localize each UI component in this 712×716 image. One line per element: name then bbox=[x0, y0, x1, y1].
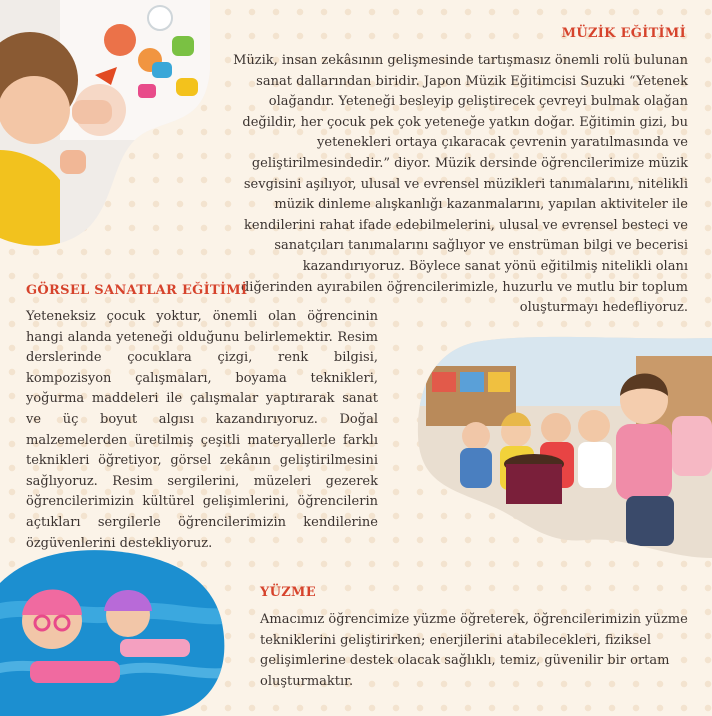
visual-arts-text: Yeteneksiz çocuk yoktur, önemli olan öğrencinin hangi alanda yeteneği olduğunu belirlemektir. Resim derslerinde çocuklara çizgi, renk bilgisi, kompozisyon çalışmaları, boyama teknikleri, yoğurma maddeleri ile çalışmalar yaptırarak sanat ve üç boyut algısı kazandırıyoruz. Doğal malzemelerden üretilmiş çeşitli materyallerle farklı teknikleri öğretiyor, görsel zekânın geliştirilmesini sağlıyoruz. Resim sergilerini, müzeleri gezerek öğrencilerimizin kültürel gelişimlerini, öğrencilerin açtıkları sergilerle öğrencilerimizin kendilerine özgüvenlerini destekliyoruz. bbox=[26, 309, 378, 551]
visual-arts-heading: GÖRSEL SANATLAR EĞİTİMİ bbox=[26, 283, 248, 298]
classroom-music-photo bbox=[416, 336, 712, 558]
children-painting-photo bbox=[0, 0, 210, 248]
music-education-text: Müzik, insan zekâsının gelişmesinde tartışmasız önemli rolü bulunan sanat dallarından biridir. Japon Müzik Eğitimcisi Suzuki “Yetenek olağandır. Yeteneği besleyip geliştirecek çevreyi bulmak olağan değildir, her çocuk pek çok yeteneğe yatkın doğar. Eğitimin gizi, bu yetenekleri ortaya çıkaracak çevrenin yaratılmasında ve geliştirilmesindedir.” diyor. Müzik dersinde öğrencilerimize müzik sevgisini aşılıyor, ulusal ve evrensel müzikleri tanımalarını, nitelikli müzik dinleme alışkanlığı kazanmalarını, yapılan aktiviteler ile kendilerini rahat ifade edebilmelerini, ulusal ve evrensel besteci ve sanatçıları tanımalarını sağlıyor ve enstrüman bilgi ve becerisi kazandırıyoruz. Böylece sanat yönü eğitilmiş nitelikli olanı diğerinden ayırabilen öğrencilerimizle, huzurlu ve mutlu bir toplum oluşturmayı hedefliyoruz. bbox=[233, 53, 688, 316]
swimming-heading: YÜZME bbox=[260, 585, 316, 600]
music-education-heading: MÜZİK EĞİTİMİ bbox=[561, 26, 686, 41]
swimming-children-photo bbox=[0, 543, 232, 716]
swimming-text: Amacımız öğrencimize yüzme öğreterek, öğrencilerimizin yüzme tekniklerini geliştirirken; enerjilerini atabilecekleri, fiziksel gelişimlerine destek olacak sağlıklı, temiz, güvenilir bir ortam oluşturmaktır. bbox=[260, 612, 688, 689]
